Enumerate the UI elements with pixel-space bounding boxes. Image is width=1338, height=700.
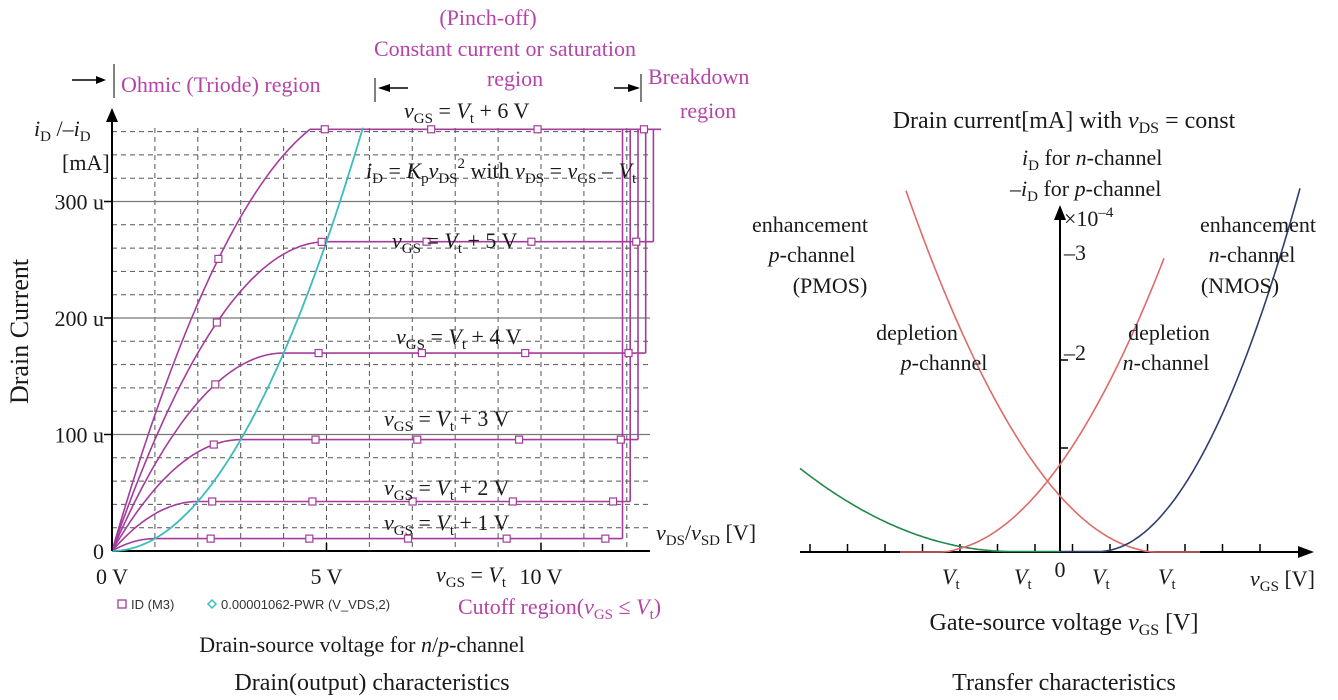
- right-y-tick-label-2: –2: [1064, 340, 1086, 365]
- curve-marker: [503, 535, 510, 542]
- region-breakdown-1: Breakdown: [648, 64, 750, 89]
- ohmic-arrow-head: [96, 76, 106, 84]
- curve-label: $v_{GS} = V_t + 5$ V: [392, 228, 518, 257]
- saturation-parabola: [112, 128, 363, 551]
- curve-marker: [534, 126, 541, 133]
- enh-n-label-2: n-channel: [1208, 242, 1296, 267]
- left-x-axis-label: $v_{DS}/v_{SD}$ [V]: [656, 520, 757, 549]
- curve-marker: [321, 126, 328, 133]
- left-caption-2: Drain(output) characteristics: [234, 670, 510, 696]
- left-y-axis-label: $i_D$ $/-i_D$: [34, 116, 91, 145]
- region-pinch-2: Constant current or saturation: [373, 36, 637, 61]
- left-x-tick-label: 10 V: [519, 564, 563, 589]
- right-x-caption: Gate-source voltage $v_{GS}$ [V]: [929, 610, 1199, 639]
- curve-marker: [318, 238, 325, 245]
- curve-marker: [209, 498, 216, 505]
- curve-marker: [213, 319, 220, 326]
- left-y-tick-label: 0: [93, 539, 104, 564]
- dep-n-label-1: depletion: [1128, 320, 1210, 345]
- legend-item-1: ID (M3): [131, 597, 175, 612]
- right-chart-title: Drain current[mA] with $v_{DS}$ = const: [892, 108, 1236, 137]
- curve-marker: [207, 535, 214, 542]
- curve-marker: [633, 238, 640, 245]
- right-x-axis-arrow: [1298, 546, 1314, 558]
- enh-p-label-1: enhancement: [751, 212, 869, 237]
- curve-marker: [210, 441, 217, 448]
- left-x-tick-label: 5 V: [310, 564, 343, 589]
- curve-marker: [414, 436, 421, 443]
- output-curve: [112, 539, 623, 551]
- region-pinch-3: region: [486, 66, 544, 91]
- region-ohmic: Ohmic (Triode) region: [121, 72, 321, 97]
- region-breakdown-2: region: [680, 98, 737, 123]
- right-y-tick-label-3: –3: [1064, 240, 1086, 265]
- enh-p-label-3: (PMOS): [792, 273, 868, 298]
- curve-marker: [516, 436, 523, 443]
- enh-p-label-2: p-channel: [768, 242, 856, 267]
- left-y-tick-label: 300 u: [54, 189, 104, 215]
- curve-marker: [509, 498, 516, 505]
- cutoff-region: Cutoff $region(v_{GS} \le V_t)$: [458, 594, 662, 623]
- curve-marker: [528, 238, 535, 245]
- curve-marker: [315, 350, 322, 357]
- cutoff-vgs: $v_{GS} = V_t$: [436, 562, 506, 591]
- output-curve: [112, 353, 646, 551]
- right-x-origin: 0: [1054, 557, 1066, 582]
- curve-label: $v_{GS} = V_t + 3$ V: [384, 406, 510, 435]
- curve-marker: [522, 350, 529, 357]
- curve-marker: [215, 255, 222, 262]
- output-curve: [112, 440, 638, 551]
- saturation-equation: $i_D = K_pv_{DS}^2$ with $v_{DS} = v_{GS} - V_t$: [366, 156, 637, 187]
- curve-marker: [617, 436, 624, 443]
- legend-item-2: 0.00001062-PWR (V_VDS,2): [221, 597, 391, 612]
- curve-marker: [602, 535, 609, 542]
- vt-label: $V_t$: [1092, 564, 1110, 593]
- legend-diamond-icon: [208, 600, 216, 608]
- vt-label: $V_t$: [1014, 564, 1032, 593]
- curve-marker: [309, 498, 316, 505]
- curve-label: $v_{GS} = V_t + 6$ V: [404, 98, 530, 127]
- left-y-tick-label: 200 u: [54, 306, 104, 331]
- curve-marker: [610, 498, 617, 505]
- left-y-unit: [mA]: [62, 150, 110, 175]
- curve-marker: [212, 381, 219, 388]
- left-y-axis-arrow: [106, 108, 118, 122]
- right-y-label-1: $i_D$ for n-channel: [1022, 145, 1163, 174]
- legend-square-icon: [118, 600, 126, 608]
- output-curve: [112, 502, 630, 552]
- curve-label: $v_{GS} = V_t + 2$ V: [384, 475, 510, 504]
- breakdown-arrow-head: [628, 84, 640, 92]
- enh-n-label-1: enhancement: [1199, 212, 1317, 237]
- left-caption-1: Drain-source voltage for n/p-channel: [199, 632, 525, 657]
- right-caption: Transfer characteristics: [952, 670, 1176, 696]
- curve-label: $v_{GS} = V_t + 1$ V: [384, 510, 510, 539]
- dep-p-label-1: depletion: [876, 320, 958, 345]
- dep-p-label-2: p-channel: [900, 350, 988, 375]
- right-x-axis-label: $v_{GS}$ [V]: [1250, 566, 1315, 595]
- left-y-ticks: [55, 190, 113, 565]
- region-pinch-1: (Pinch-off): [439, 5, 537, 30]
- saturation-arrow-head: [378, 84, 390, 92]
- vt-label: $V_t$: [1158, 564, 1176, 593]
- vt-label: $V_t$: [942, 564, 960, 593]
- right-y-label-2: $-i_D$ for p-channel: [1010, 176, 1162, 205]
- right-y-scale: $\times 10^{-4}$: [1064, 205, 1114, 231]
- dep-n-curve: [900, 258, 1164, 552]
- curve-marker: [312, 436, 319, 443]
- dep-n-label-2: n-channel: [1122, 350, 1210, 375]
- left-x-tick-label: 0 V: [96, 564, 128, 589]
- curve-label: $v_{GS} = V_t + 4$ V: [396, 324, 522, 353]
- curve-marker: [625, 350, 632, 357]
- enh-n-label-3: (NMOS): [1200, 273, 1280, 298]
- curve-marker: [306, 535, 313, 542]
- left-y-title: Drain Current: [5, 258, 34, 404]
- curve-marker: [640, 126, 647, 133]
- left-y-tick-label: 100 u: [54, 422, 104, 448]
- left-grid: [112, 128, 650, 551]
